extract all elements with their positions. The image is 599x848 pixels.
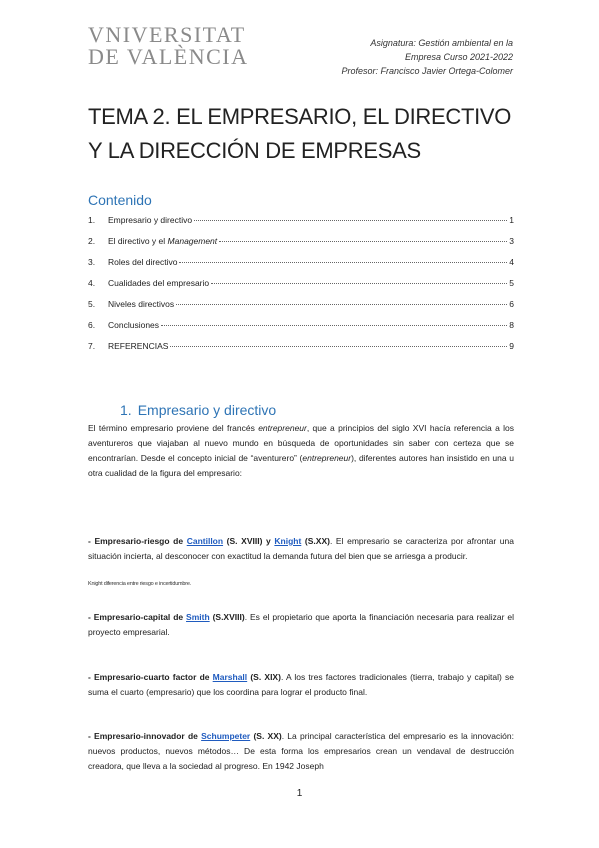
university-logo — [88, 24, 249, 68]
toc-leader-dots — [219, 241, 507, 242]
toc-entry-number: 3. — [88, 257, 96, 267]
toc-entry[interactable] — [88, 236, 514, 257]
paragraph-risk-entrepreneur: - Empresario-riesgo de Cantillon (S. XVIII) y Knight (S.XX). El empresario se caracteriza por afrontar una situación incierta, al desconocer con exactitud la demanda futura del bien que se arriesga a producir. — [88, 536, 514, 561]
toc-entry-label: Conclusiones — [108, 320, 160, 330]
toc-entry[interactable] — [88, 257, 514, 278]
toc-entry-page: 1 — [509, 215, 514, 225]
toc-entry-number: 5. — [88, 299, 96, 309]
toc-entry-label: Cualidades del empresario — [108, 278, 210, 288]
smith-link[interactable]: Smith — [186, 612, 210, 622]
logo-line-2: DE VALÈNCIA — [88, 44, 249, 69]
toc-entry-label: Roles del directivo — [108, 257, 178, 267]
cantillon-link[interactable]: Cantillon — [186, 536, 224, 546]
toc-entry-page: 3 — [509, 236, 514, 246]
page-number: 1 — [296, 788, 303, 799]
toc-leader-dots — [161, 325, 507, 326]
toc-entry[interactable] — [88, 299, 514, 320]
course-professor: Profesor: Francisco Javier Ortega-Colomer — [341, 66, 513, 76]
toc-heading: Contenido — [88, 192, 152, 208]
toc-entry-page: 9 — [509, 341, 514, 351]
marshall-link[interactable]: Marshall — [212, 672, 248, 682]
paragraph-fourth-factor-entrepreneur: - Empresario-cuarto factor de Marshall (S. XIX). A los tres factores tradicionales (tierra, trabajo y capital) se suma el cuarto (empresario) que los coordina para lograr el producto final. — [88, 672, 514, 697]
toc-entry[interactable] — [88, 320, 514, 341]
toc-entry[interactable] — [88, 215, 514, 236]
toc-entry-label: El directivo y el Management — [108, 236, 218, 246]
toc-leader-dots — [179, 262, 507, 263]
section-title: Empresario y directivo — [137, 402, 277, 418]
intro-paragraph: El término empresario proviene del francés entrepreneur, que a principios del siglo XVI hacía referencia a los aventureros que viajaban al nuevo mundo en búsqueda de oportunidades sin saber con certeza que se encontrarían. Desde el concepto inicial de “aventurero” (entrepreneur), diferentes autores han insistido en una u otra cualidad de la figura del empresario: — [88, 423, 514, 478]
toc-entry[interactable] — [88, 278, 514, 299]
toc-entry[interactable] — [88, 341, 514, 362]
paragraph-capital-entrepreneur: - Empresario-capital de Smith (S.XVIII). Es el propietario que aporta la financiación necesaria para realizar el proyecto empresarial. — [88, 612, 514, 637]
toc-entry-page: 4 — [509, 257, 514, 267]
toc-leader-dots — [211, 283, 507, 284]
toc-entry-label: Niveles directivos — [108, 299, 175, 309]
schumpeter-link[interactable]: Schumpeter — [201, 731, 251, 741]
document-title: TEMA 2. EL EMPRESARIO, EL DIRECTIVO Y LA DIRECCIÓN DE EMPRESAS — [88, 104, 512, 163]
logo-line-1: VNIVERSITAT — [88, 22, 246, 47]
toc-entry-page: 5 — [509, 278, 514, 288]
toc-entry-number: 2. — [88, 236, 96, 246]
toc-entry-number: 4. — [88, 278, 96, 288]
toc-entry-page: 8 — [509, 320, 514, 330]
section-number: 1. — [120, 402, 132, 418]
footnote-small-text: Knight diferencia entre riesgo e incertidumbre. — [88, 581, 192, 587]
toc-entry-page: 6 — [509, 299, 514, 309]
course-subject: Asignatura: Gestión ambiental en la — [370, 38, 513, 48]
toc-entry-number: 7. — [88, 341, 96, 351]
toc-leader-dots — [194, 220, 507, 221]
table-of-contents — [88, 215, 514, 362]
course-year: Empresa Curso 2021-2022 — [404, 52, 513, 62]
toc-entry-label: Empresario y directivo — [108, 215, 193, 225]
section-heading — [120, 402, 276, 418]
toc-entry-number: 1. — [88, 215, 96, 225]
toc-entry-number: 6. — [88, 320, 96, 330]
toc-entry-label: REFERENCIAS — [108, 341, 169, 351]
paragraph-innovator-entrepreneur: - Empresario-innovador de Schumpeter (S. XX). La principal característica del empresario es la innovación: nuevos productos, nuevos métodos… De esta forma los empresarios crean un vendaval de destrucción creadora, que lleva a la sociedad al progreso. En 1942 Joseph — [88, 731, 514, 771]
knight-link[interactable]: Knight — [274, 536, 302, 546]
toc-leader-dots — [170, 346, 507, 347]
toc-leader-dots — [176, 304, 507, 305]
course-header — [341, 36, 513, 78]
